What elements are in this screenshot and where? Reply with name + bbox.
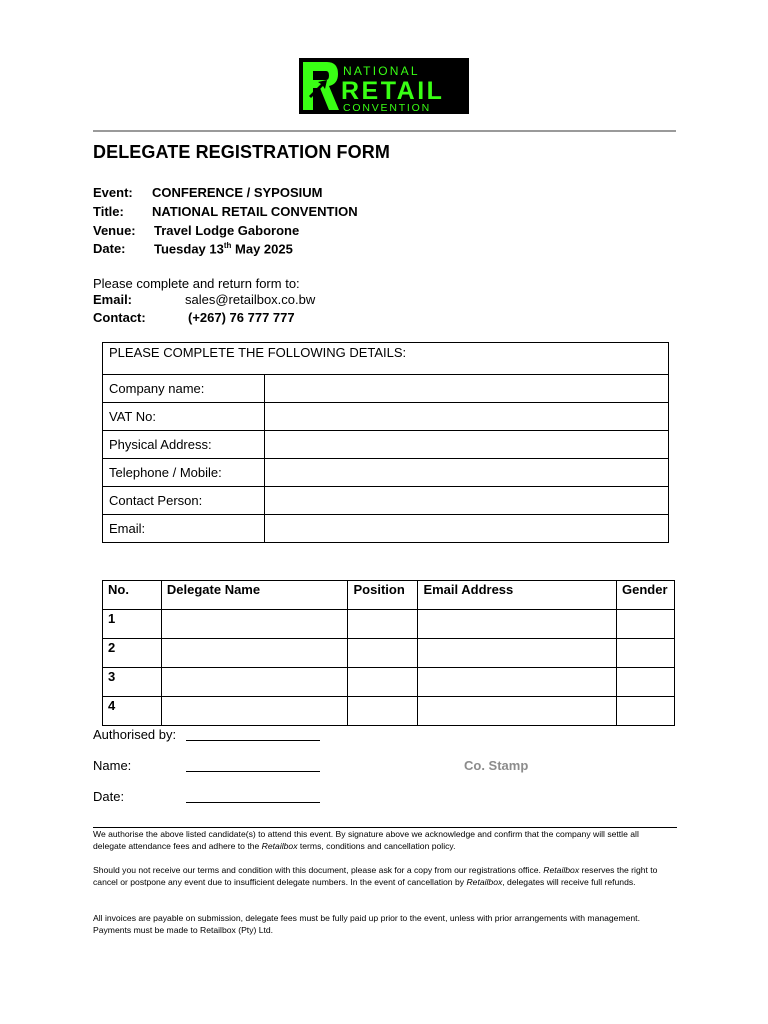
logo-line-national: NATIONAL	[343, 64, 420, 78]
date-value: Tuesday 13th May 2025	[154, 241, 293, 257]
return-email-value[interactable]: sales@retailbox.co.bw	[185, 292, 316, 307]
table-row	[103, 610, 675, 639]
vat-no-label: VAT No:	[103, 403, 265, 431]
r-arrow-logo-icon	[303, 62, 339, 110]
col-header-delegate-name: Delegate Name	[161, 581, 348, 610]
company-stamp-label: Co. Stamp	[464, 758, 529, 773]
company-name-field[interactable]	[265, 375, 669, 403]
delegates-table	[102, 580, 675, 726]
delegate-position-field[interactable]	[348, 668, 418, 697]
company-details-table	[102, 342, 669, 543]
telephone-label: Telephone / Mobile:	[103, 459, 265, 487]
delegates-header-row	[103, 581, 675, 610]
telephone-field[interactable]	[265, 459, 669, 487]
col-header-gender: Gender	[616, 581, 674, 610]
return-contact-label: Contact:	[93, 310, 146, 325]
fine-print-authorisation: We authorise the above listed candidate(s) to attend this event. By signature above we acknowledge and confirm that the company will settle all delegate attendance fees and adhere to the Retailbox terms, conditions and cancellation policy.	[93, 829, 639, 851]
return-email-label: Email:	[93, 292, 133, 307]
delegate-gender-field[interactable]	[616, 610, 674, 639]
table-row	[103, 668, 675, 697]
delegate-name-field[interactable]	[161, 610, 348, 639]
details-row-vat	[103, 403, 669, 431]
name-label: Name:	[93, 758, 132, 773]
details-row-company	[103, 375, 669, 403]
details-row-telephone	[103, 459, 669, 487]
physical-address-label: Physical Address:	[103, 431, 265, 459]
name-line[interactable]	[186, 771, 320, 772]
details-row-email	[103, 515, 669, 543]
contact-person-label: Contact Person:	[103, 487, 265, 515]
authorised-by-label: Authorised by:	[93, 727, 177, 742]
logo-line-convention: CONVENTION	[343, 102, 432, 114]
details-row-contact	[103, 487, 669, 515]
delegate-no: 3	[103, 668, 162, 697]
delegate-position-field[interactable]	[348, 610, 418, 639]
delegate-gender-field[interactable]	[616, 668, 674, 697]
contact-person-field[interactable]	[265, 487, 669, 515]
event-label: Event:	[93, 185, 133, 200]
delegate-name-field[interactable]	[161, 668, 348, 697]
delegate-no: 2	[103, 639, 162, 668]
delegate-name-field[interactable]	[161, 639, 348, 668]
delegate-no: 1	[103, 610, 162, 639]
email-label: Email:	[103, 515, 265, 543]
venue-value: Travel Lodge Gaborone	[154, 223, 300, 238]
event-value: CONFERENCE / SYPOSIUM	[152, 185, 323, 200]
national-retail-convention-logo	[299, 58, 469, 114]
return-contact-value: (+267) 76 777 777	[188, 310, 295, 325]
date-sign-label: Date:	[93, 789, 125, 804]
title-label: Title:	[93, 204, 124, 219]
form-title: DELEGATE REGISTRATION FORM	[93, 142, 390, 162]
delegate-gender-field[interactable]	[616, 697, 674, 726]
vat-no-field[interactable]	[265, 403, 669, 431]
return-intro: Please complete and return form to:	[93, 276, 300, 291]
details-table-header: PLEASE COMPLETE THE FOLLOWING DETAILS:	[103, 343, 669, 375]
delegate-position-field[interactable]	[348, 639, 418, 668]
authorised-by-line[interactable]	[186, 740, 320, 741]
delegate-position-field[interactable]	[348, 697, 418, 726]
email-field[interactable]	[265, 515, 669, 543]
physical-address-field[interactable]	[265, 431, 669, 459]
col-header-position: Position	[348, 581, 418, 610]
details-row-address	[103, 431, 669, 459]
venue-label: Venue:	[93, 223, 136, 238]
logo-line-retail: RETAIL	[341, 77, 445, 105]
delegate-email-field[interactable]	[418, 610, 617, 639]
col-header-email-address: Email Address	[418, 581, 617, 610]
delegate-gender-field[interactable]	[616, 639, 674, 668]
fine-print-payment: All invoices are payable on submission, delegate fees must be fully paid up prior to the event, unless with prior arrangements with management. Payments must be made to Retailbox (Pty) Ltd.	[93, 913, 640, 935]
footer-divider	[93, 827, 677, 828]
delegate-email-field[interactable]	[418, 639, 617, 668]
date-line[interactable]	[186, 802, 320, 803]
company-name-label: Company name:	[103, 375, 265, 403]
title-value: NATIONAL RETAIL CONVENTION	[152, 204, 358, 219]
delegate-name-field[interactable]	[161, 697, 348, 726]
header-divider	[93, 130, 676, 132]
delegate-no: 4	[103, 697, 162, 726]
date-label: Date:	[93, 241, 126, 256]
table-row	[103, 639, 675, 668]
table-row	[103, 697, 675, 726]
col-header-no: No.	[103, 581, 162, 610]
delegate-email-field[interactable]	[418, 697, 617, 726]
delegate-email-field[interactable]	[418, 668, 617, 697]
fine-print-cancellation: Should you not receive our terms and condition with this document, please ask for a copy from our registrations office. Retailbox reserves the right to cancel or postpone any event due to insufficient delegate numbers. In the event of cancellation by Retailbox, delegates will receive full refunds.	[93, 865, 658, 887]
